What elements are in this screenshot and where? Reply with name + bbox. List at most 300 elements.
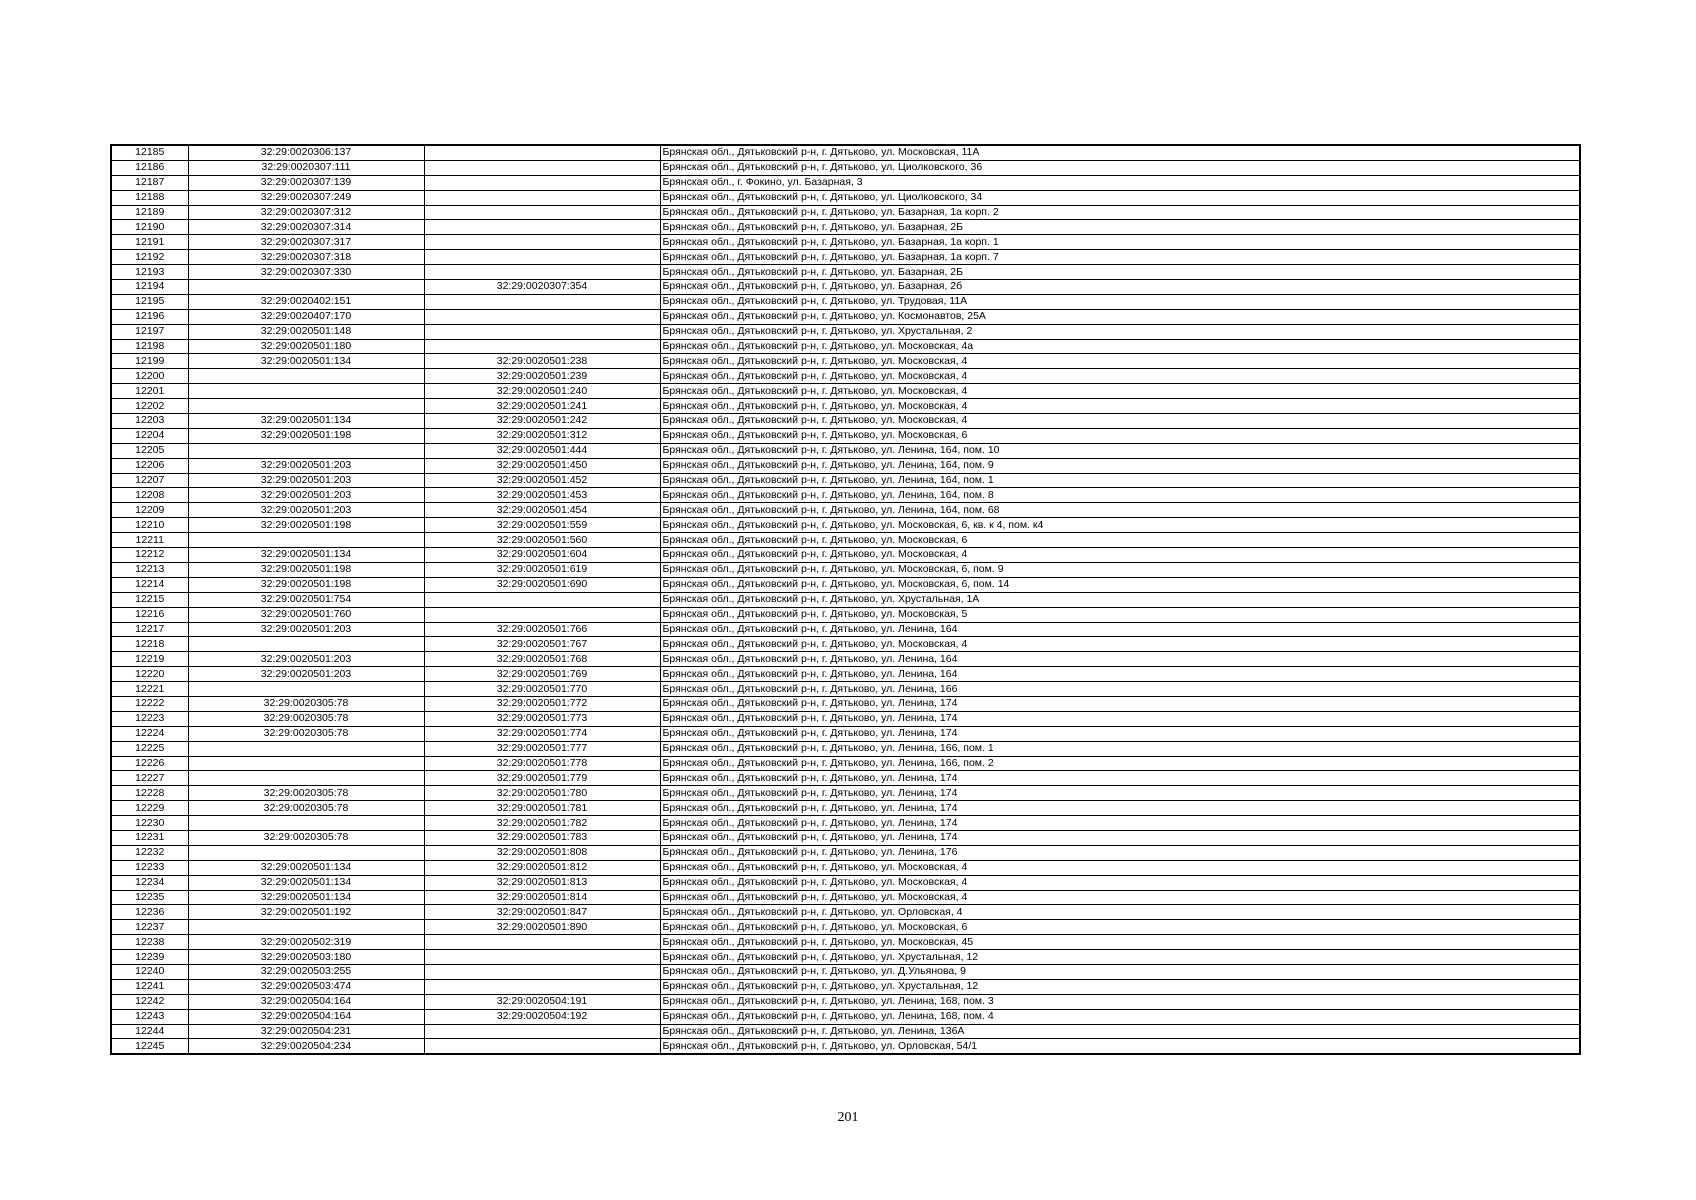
row-number-cell: 12190 bbox=[111, 220, 188, 235]
object-cadastral-number-cell bbox=[424, 1024, 660, 1039]
row-number-cell: 12224 bbox=[111, 726, 188, 741]
row-number-cell: 12204 bbox=[111, 428, 188, 443]
address-cell: Брянская обл., Дятьковский р-н, г. Дятьково, ул. Ленина, 166, пом. 2 bbox=[660, 756, 1580, 771]
address-cell: Брянская обл., Дятьковский р-н, г. Дятьково, ул. Московская, 4 bbox=[660, 384, 1580, 399]
object-cadastral-number-cell: 32:29:0020501:769 bbox=[424, 667, 660, 682]
object-cadastral-number-cell: 32:29:0020501:240 bbox=[424, 384, 660, 399]
table-row bbox=[111, 339, 1580, 354]
table-row bbox=[111, 801, 1580, 816]
address-cell: Брянская обл., Дятьковский р-н, г. Дятьково, ул. Базарная, 2Б bbox=[660, 265, 1580, 280]
table-row bbox=[111, 741, 1580, 756]
row-number-cell: 12192 bbox=[111, 250, 188, 265]
object-cadastral-number-cell: 32:29:0020501:604 bbox=[424, 548, 660, 563]
cadastral-number-cell: 32:29:0020307:312 bbox=[188, 205, 424, 220]
cadastral-number-cell: 32:29:0020407:170 bbox=[188, 309, 424, 324]
address-cell: Брянская обл., Дятьковский р-н, г. Дятьково, ул. Ленина, 136А bbox=[660, 1024, 1580, 1039]
address-cell: Брянская обл., Дятьковский р-н, г. Дятьково, ул. Ленина, 164, пом. 10 bbox=[660, 443, 1580, 458]
cadastral-number-cell bbox=[188, 920, 424, 935]
cadastral-number-cell bbox=[188, 816, 424, 831]
object-cadastral-number-cell bbox=[424, 607, 660, 622]
cadastral-number-cell: 32:29:0020503:255 bbox=[188, 964, 424, 979]
registry-table-body bbox=[111, 145, 1580, 1054]
object-cadastral-number-cell: 32:29:0020501:781 bbox=[424, 801, 660, 816]
cadastral-number-cell: 32:29:0020402:151 bbox=[188, 294, 424, 309]
address-cell: Брянская обл., Дятьковский р-н, г. Дятьково, ул. Московская, 11А bbox=[660, 145, 1580, 160]
object-cadastral-number-cell bbox=[424, 235, 660, 250]
cadastral-number-cell: 32:29:0020501:203 bbox=[188, 667, 424, 682]
row-number-cell: 12187 bbox=[111, 175, 188, 190]
cadastral-number-cell: 32:29:0020501:203 bbox=[188, 652, 424, 667]
cadastral-number-cell: 32:29:0020307:317 bbox=[188, 235, 424, 250]
address-cell: Брянская обл., Дятьковский р-н, г. Дятьково, ул. Циолковского, 34 bbox=[660, 190, 1580, 205]
object-cadastral-number-cell: 32:29:0020501:560 bbox=[424, 533, 660, 548]
cadastral-number-cell: 32:29:0020503:180 bbox=[188, 950, 424, 965]
address-cell: Брянская обл., Дятьковский р-н, г. Дятьково, ул. Ленина, 166 bbox=[660, 682, 1580, 697]
object-cadastral-number-cell bbox=[424, 190, 660, 205]
cadastral-number-cell: 32:29:0020307:314 bbox=[188, 220, 424, 235]
row-number-cell: 12185 bbox=[111, 145, 188, 160]
table-row bbox=[111, 667, 1580, 682]
cadastral-number-cell: 32:29:0020306:137 bbox=[188, 145, 424, 160]
cadastral-number-cell: 32:29:0020501:134 bbox=[188, 860, 424, 875]
row-number-cell: 12242 bbox=[111, 994, 188, 1009]
cadastral-number-cell: 32:29:0020501:203 bbox=[188, 622, 424, 637]
cadastral-number-cell: 32:29:0020307:139 bbox=[188, 175, 424, 190]
row-number-cell: 12189 bbox=[111, 205, 188, 220]
object-cadastral-number-cell bbox=[424, 205, 660, 220]
object-cadastral-number-cell: 32:29:0020501:241 bbox=[424, 399, 660, 414]
row-number-cell: 12198 bbox=[111, 339, 188, 354]
row-number-cell: 12236 bbox=[111, 905, 188, 920]
table-row bbox=[111, 577, 1580, 592]
cadastral-number-cell: 32:29:0020501:198 bbox=[188, 518, 424, 533]
object-cadastral-number-cell: 32:29:0020501:450 bbox=[424, 458, 660, 473]
table-row bbox=[111, 294, 1580, 309]
row-number-cell: 12205 bbox=[111, 443, 188, 458]
cadastral-number-cell bbox=[188, 771, 424, 786]
cadastral-number-cell: 32:29:0020305:78 bbox=[188, 726, 424, 741]
table-row bbox=[111, 205, 1580, 220]
cadastral-number-cell: 32:29:0020501:192 bbox=[188, 905, 424, 920]
object-cadastral-number-cell: 32:29:0020501:778 bbox=[424, 756, 660, 771]
row-number-cell: 12239 bbox=[111, 950, 188, 965]
table-row bbox=[111, 324, 1580, 339]
address-cell: Брянская обл., Дятьковский р-н, г. Дятьково, ул. Ленина, 174 bbox=[660, 816, 1580, 831]
row-number-cell: 12211 bbox=[111, 533, 188, 548]
address-cell: Брянская обл., Дятьковский р-н, г. Дятьково, ул. Московская, 4 bbox=[660, 354, 1580, 369]
address-cell: Брянская обл., Дятьковский р-н, г. Дятьково, ул. Ленина, 174 bbox=[660, 711, 1580, 726]
address-cell: Брянская обл., Дятьковский р-н, г. Дятьково, ул. Ленина, 164 bbox=[660, 652, 1580, 667]
row-number-cell: 12219 bbox=[111, 652, 188, 667]
table-row bbox=[111, 1009, 1580, 1024]
cadastral-number-cell: 32:29:0020501:198 bbox=[188, 577, 424, 592]
address-cell: Брянская обл., Дятьковский р-н, г. Дятьково, ул. Ленина, 174 bbox=[660, 786, 1580, 801]
table-row bbox=[111, 830, 1580, 845]
table-row bbox=[111, 994, 1580, 1009]
address-cell: Брянская обл., Дятьковский р-н, г. Дятьково, ул. Орловская, 4 bbox=[660, 905, 1580, 920]
row-number-cell: 12202 bbox=[111, 399, 188, 414]
table-row bbox=[111, 771, 1580, 786]
address-cell: Брянская обл., Дятьковский р-н, г. Дятьково, ул. Ленина, 164 bbox=[660, 622, 1580, 637]
row-number-cell: 12245 bbox=[111, 1039, 188, 1054]
address-cell: Брянская обл., Дятьковский р-н, г. Дятьково, ул. Космонавтов, 25А bbox=[660, 309, 1580, 324]
table-row bbox=[111, 950, 1580, 965]
table-row bbox=[111, 845, 1580, 860]
cadastral-number-cell: 32:29:0020504:231 bbox=[188, 1024, 424, 1039]
address-cell: Брянская обл., Дятьковский р-н, г. Дятьково, ул. Московская, 6 bbox=[660, 920, 1580, 935]
cadastral-number-cell bbox=[188, 533, 424, 548]
address-cell: Брянская обл., Дятьковский р-н, г. Дятьково, ул. Хрустальная, 12 bbox=[660, 950, 1580, 965]
row-number-cell: 12232 bbox=[111, 845, 188, 860]
table-row bbox=[111, 562, 1580, 577]
address-cell: Брянская обл., Дятьковский р-н, г. Дятьково, ул. Ленина, 176 bbox=[660, 845, 1580, 860]
address-cell: Брянская обл., Дятьковский р-н, г. Дятьково, ул. Московская, 4 bbox=[660, 399, 1580, 414]
address-cell: Брянская обл., Дятьковский р-н, г. Дятьково, ул. Московская, 6 bbox=[660, 533, 1580, 548]
table-row bbox=[111, 369, 1580, 384]
address-cell: Брянская обл., Дятьковский р-н, г. Дятьково, ул. Ленина, 174 bbox=[660, 771, 1580, 786]
row-number-cell: 12240 bbox=[111, 964, 188, 979]
object-cadastral-number-cell bbox=[424, 145, 660, 160]
row-number-cell: 12212 bbox=[111, 548, 188, 563]
address-cell: Брянская обл., Дятьковский р-н, г. Дятьково, ул. Ленина, 164, пом. 8 bbox=[660, 488, 1580, 503]
row-number-cell: 12221 bbox=[111, 682, 188, 697]
row-number-cell: 12191 bbox=[111, 235, 188, 250]
table-row bbox=[111, 280, 1580, 295]
address-cell: Брянская обл., Дятьковский р-н, г. Дятьково, ул. Московская, 6, пом. 9 bbox=[660, 562, 1580, 577]
table-row bbox=[111, 711, 1580, 726]
object-cadastral-number-cell: 32:29:0020501:779 bbox=[424, 771, 660, 786]
row-number-cell: 12213 bbox=[111, 562, 188, 577]
row-number-cell: 12243 bbox=[111, 1009, 188, 1024]
row-number-cell: 12207 bbox=[111, 473, 188, 488]
row-number-cell: 12225 bbox=[111, 741, 188, 756]
row-number-cell: 12218 bbox=[111, 637, 188, 652]
table-row bbox=[111, 399, 1580, 414]
table-row bbox=[111, 443, 1580, 458]
table-row bbox=[111, 458, 1580, 473]
table-row bbox=[111, 905, 1580, 920]
table-row bbox=[111, 622, 1580, 637]
cadastral-number-cell: 32:29:0020307:330 bbox=[188, 265, 424, 280]
table-row bbox=[111, 592, 1580, 607]
address-cell: Брянская обл., Дятьковский р-н, г. Дятьково, ул. Д.Ульянова, 9 bbox=[660, 964, 1580, 979]
registry-table bbox=[110, 144, 1581, 1055]
cadastral-number-cell bbox=[188, 384, 424, 399]
row-number-cell: 12194 bbox=[111, 280, 188, 295]
row-number-cell: 12235 bbox=[111, 890, 188, 905]
row-number-cell: 12199 bbox=[111, 354, 188, 369]
table-row bbox=[111, 354, 1580, 369]
cadastral-number-cell: 32:29:0020501:203 bbox=[188, 473, 424, 488]
table-row bbox=[111, 488, 1580, 503]
object-cadastral-number-cell: 32:29:0020501:777 bbox=[424, 741, 660, 756]
table-row bbox=[111, 607, 1580, 622]
table-row bbox=[111, 1039, 1580, 1054]
table-row bbox=[111, 533, 1580, 548]
object-cadastral-number-cell: 32:29:0020501:453 bbox=[424, 488, 660, 503]
table-row bbox=[111, 935, 1580, 950]
row-number-cell: 12208 bbox=[111, 488, 188, 503]
address-cell: Брянская обл., Дятьковский р-н, г. Дятьково, ул. Московская, 4 bbox=[660, 369, 1580, 384]
object-cadastral-number-cell: 32:29:0020501:242 bbox=[424, 414, 660, 429]
object-cadastral-number-cell bbox=[424, 979, 660, 994]
cadastral-number-cell bbox=[188, 741, 424, 756]
row-number-cell: 12223 bbox=[111, 711, 188, 726]
cadastral-number-cell: 32:29:0020501:203 bbox=[188, 458, 424, 473]
object-cadastral-number-cell: 32:29:0020501:239 bbox=[424, 369, 660, 384]
cadastral-number-cell: 32:29:0020504:234 bbox=[188, 1039, 424, 1054]
address-cell: Брянская обл., Дятьковский р-н, г. Дятьково, ул. Ленина, 164, пом. 68 bbox=[660, 503, 1580, 518]
address-cell: Брянская обл., Дятьковский р-н, г. Дятьково, ул. Ленина, 174 bbox=[660, 830, 1580, 845]
object-cadastral-number-cell: 32:29:0020501:814 bbox=[424, 890, 660, 905]
table-row bbox=[111, 175, 1580, 190]
address-cell: Брянская обл., г. Фокино, ул. Базарная, 3 bbox=[660, 175, 1580, 190]
address-cell: Брянская обл., Дятьковский р-н, г. Дятьково, ул. Московская, 4 bbox=[660, 637, 1580, 652]
table-row bbox=[111, 726, 1580, 741]
cadastral-number-cell: 32:29:0020501:203 bbox=[188, 503, 424, 518]
address-cell: Брянская обл., Дятьковский р-н, г. Дятьково, ул. Базарная, 2Б bbox=[660, 220, 1580, 235]
address-cell: Брянская обл., Дятьковский р-н, г. Дятьково, ул. Московская, 6, пом. 14 bbox=[660, 577, 1580, 592]
object-cadastral-number-cell bbox=[424, 592, 660, 607]
address-cell: Брянская обл., Дятьковский р-н, г. Дятьково, ул. Базарная, 2б bbox=[660, 280, 1580, 295]
object-cadastral-number-cell: 32:29:0020501:238 bbox=[424, 354, 660, 369]
address-cell: Брянская обл., Дятьковский р-н, г. Дятьково, ул. Циолковского, 36 bbox=[660, 160, 1580, 175]
row-number-cell: 12188 bbox=[111, 190, 188, 205]
page-number: 201 bbox=[837, 1110, 859, 1125]
row-number-cell: 12209 bbox=[111, 503, 188, 518]
address-cell: Брянская обл., Дятьковский р-н, г. Дятьково, ул. Московская, 4 bbox=[660, 548, 1580, 563]
object-cadastral-number-cell: 32:29:0020501:773 bbox=[424, 711, 660, 726]
object-cadastral-number-cell bbox=[424, 250, 660, 265]
row-number-cell: 12196 bbox=[111, 309, 188, 324]
object-cadastral-number-cell bbox=[424, 935, 660, 950]
row-number-cell: 12237 bbox=[111, 920, 188, 935]
object-cadastral-number-cell: 32:29:0020501:767 bbox=[424, 637, 660, 652]
address-cell: Брянская обл., Дятьковский р-н, г. Дятьково, ул. Ленина, 166, пом. 1 bbox=[660, 741, 1580, 756]
row-number-cell: 12226 bbox=[111, 756, 188, 771]
cadastral-number-cell: 32:29:0020501:754 bbox=[188, 592, 424, 607]
object-cadastral-number-cell: 32:29:0020501:772 bbox=[424, 696, 660, 711]
object-cadastral-number-cell bbox=[424, 950, 660, 965]
object-cadastral-number-cell: 32:29:0020504:191 bbox=[424, 994, 660, 1009]
object-cadastral-number-cell: 32:29:0020501:690 bbox=[424, 577, 660, 592]
row-number-cell: 12200 bbox=[111, 369, 188, 384]
object-cadastral-number-cell bbox=[424, 964, 660, 979]
object-cadastral-number-cell: 32:29:0020501:454 bbox=[424, 503, 660, 518]
table-row bbox=[111, 190, 1580, 205]
object-cadastral-number-cell: 32:29:0020501:444 bbox=[424, 443, 660, 458]
row-number-cell: 12244 bbox=[111, 1024, 188, 1039]
table-row bbox=[111, 428, 1580, 443]
object-cadastral-number-cell: 32:29:0020501:808 bbox=[424, 845, 660, 860]
cadastral-number-cell: 32:29:0020501:760 bbox=[188, 607, 424, 622]
address-cell: Брянская обл., Дятьковский р-н, г. Дятьково, ул. Московская, 4 bbox=[660, 890, 1580, 905]
row-number-cell: 12186 bbox=[111, 160, 188, 175]
table-row bbox=[111, 756, 1580, 771]
address-cell: Брянская обл., Дятьковский р-н, г. Дятьково, ул. Ленина, 164, пом. 1 bbox=[660, 473, 1580, 488]
address-cell: Брянская обл., Дятьковский р-н, г. Дятьково, ул. Московская, 45 bbox=[660, 935, 1580, 950]
object-cadastral-number-cell bbox=[424, 339, 660, 354]
table-row bbox=[111, 682, 1580, 697]
object-cadastral-number-cell: 32:29:0020501:766 bbox=[424, 622, 660, 637]
cadastral-number-cell: 32:29:0020305:78 bbox=[188, 696, 424, 711]
address-cell: Брянская обл., Дятьковский р-н, г. Дятьково, ул. Московская, 5 bbox=[660, 607, 1580, 622]
row-number-cell: 12195 bbox=[111, 294, 188, 309]
table-row bbox=[111, 518, 1580, 533]
table-row bbox=[111, 160, 1580, 175]
object-cadastral-number-cell: 32:29:0020501:780 bbox=[424, 786, 660, 801]
object-cadastral-number-cell bbox=[424, 324, 660, 339]
cadastral-number-cell: 32:29:0020501:180 bbox=[188, 339, 424, 354]
cadastral-number-cell: 32:29:0020501:198 bbox=[188, 428, 424, 443]
row-number-cell: 12229 bbox=[111, 801, 188, 816]
table-row bbox=[111, 250, 1580, 265]
table-row bbox=[111, 145, 1580, 160]
cadastral-number-cell: 32:29:0020307:318 bbox=[188, 250, 424, 265]
address-cell: Брянская обл., Дятьковский р-н, г. Дятьково, ул. Трудовая, 11А bbox=[660, 294, 1580, 309]
object-cadastral-number-cell: 32:29:0020501:813 bbox=[424, 875, 660, 890]
table-row bbox=[111, 816, 1580, 831]
object-cadastral-number-cell: 32:29:0020501:312 bbox=[424, 428, 660, 443]
address-cell: Брянская обл., Дятьковский р-н, г. Дятьково, ул. Московская, 4 bbox=[660, 414, 1580, 429]
table-row bbox=[111, 473, 1580, 488]
cadastral-number-cell bbox=[188, 682, 424, 697]
object-cadastral-number-cell: 32:29:0020501:812 bbox=[424, 860, 660, 875]
address-cell: Брянская обл., Дятьковский р-н, г. Дятьково, ул. Ленина, 164, пом. 9 bbox=[660, 458, 1580, 473]
row-number-cell: 12227 bbox=[111, 771, 188, 786]
address-cell: Брянская обл., Дятьковский р-н, г. Дятьково, ул. Ленина, 174 bbox=[660, 726, 1580, 741]
address-cell: Брянская обл., Дятьковский р-н, г. Дятьково, ул. Ленина, 168, пом. 3 bbox=[660, 994, 1580, 1009]
object-cadastral-number-cell: 32:29:0020501:768 bbox=[424, 652, 660, 667]
table-row bbox=[111, 637, 1580, 652]
address-cell: Брянская обл., Дятьковский р-н, г. Дятьково, ул. Хрустальная, 12 bbox=[660, 979, 1580, 994]
cadastral-number-cell: 32:29:0020501:134 bbox=[188, 354, 424, 369]
cadastral-number-cell bbox=[188, 756, 424, 771]
table-row bbox=[111, 503, 1580, 518]
object-cadastral-number-cell: 32:29:0020501:783 bbox=[424, 830, 660, 845]
object-cadastral-number-cell: 32:29:0020501:782 bbox=[424, 816, 660, 831]
object-cadastral-number-cell: 32:29:0020501:770 bbox=[424, 682, 660, 697]
address-cell: Брянская обл., Дятьковский р-н, г. Дятьково, ул. Московская, 6, кв. к 4, пом. к4 bbox=[660, 518, 1580, 533]
row-number-cell: 12230 bbox=[111, 816, 188, 831]
row-number-cell: 12210 bbox=[111, 518, 188, 533]
row-number-cell: 12231 bbox=[111, 830, 188, 845]
row-number-cell: 12233 bbox=[111, 860, 188, 875]
object-cadastral-number-cell: 32:29:0020501:774 bbox=[424, 726, 660, 741]
row-number-cell: 12217 bbox=[111, 622, 188, 637]
row-number-cell: 12215 bbox=[111, 592, 188, 607]
cadastral-number-cell: 32:29:0020305:78 bbox=[188, 786, 424, 801]
object-cadastral-number-cell bbox=[424, 265, 660, 280]
row-number-cell: 12228 bbox=[111, 786, 188, 801]
table-row bbox=[111, 1024, 1580, 1039]
table-row bbox=[111, 414, 1580, 429]
cadastral-number-cell: 32:29:0020501:198 bbox=[188, 562, 424, 577]
cadastral-number-cell: 32:29:0020501:134 bbox=[188, 890, 424, 905]
address-cell: Брянская обл., Дятьковский р-н, г. Дятьково, ул. Базарная, 1а корп. 7 bbox=[660, 250, 1580, 265]
cadastral-number-cell: 32:29:0020502:319 bbox=[188, 935, 424, 950]
cadastral-number-cell: 32:29:0020501:134 bbox=[188, 414, 424, 429]
table-row bbox=[111, 786, 1580, 801]
object-cadastral-number-cell bbox=[424, 309, 660, 324]
object-cadastral-number-cell: 32:29:0020501:890 bbox=[424, 920, 660, 935]
row-number-cell: 12234 bbox=[111, 875, 188, 890]
cadastral-number-cell: 32:29:0020504:164 bbox=[188, 994, 424, 1009]
table-row bbox=[111, 548, 1580, 563]
row-number-cell: 12193 bbox=[111, 265, 188, 280]
address-cell: Брянская обл., Дятьковский р-н, г. Дятьково, ул. Московская, 6 bbox=[660, 428, 1580, 443]
address-cell: Брянская обл., Дятьковский р-н, г. Дятьково, ул. Хрустальная, 1А bbox=[660, 592, 1580, 607]
row-number-cell: 12222 bbox=[111, 696, 188, 711]
cadastral-number-cell: 32:29:0020305:78 bbox=[188, 830, 424, 845]
cadastral-number-cell: 32:29:0020501:203 bbox=[188, 488, 424, 503]
address-cell: Брянская обл., Дятьковский р-н, г. Дятьково, ул. Хрустальная, 2 bbox=[660, 324, 1580, 339]
address-cell: Брянская обл., Дятьковский р-н, г. Дятьково, ул. Московская, 4 bbox=[660, 875, 1580, 890]
cadastral-number-cell bbox=[188, 280, 424, 295]
row-number-cell: 12206 bbox=[111, 458, 188, 473]
cadastral-number-cell bbox=[188, 845, 424, 860]
object-cadastral-number-cell: 32:29:0020501:619 bbox=[424, 562, 660, 577]
cadastral-number-cell: 32:29:0020501:134 bbox=[188, 875, 424, 890]
address-cell: Брянская обл., Дятьковский р-н, г. Дятьково, ул. Ленина, 168, пом. 4 bbox=[660, 1009, 1580, 1024]
row-number-cell: 12220 bbox=[111, 667, 188, 682]
cadastral-number-cell bbox=[188, 369, 424, 384]
cadastral-number-cell bbox=[188, 399, 424, 414]
object-cadastral-number-cell bbox=[424, 294, 660, 309]
table-row bbox=[111, 890, 1580, 905]
cadastral-number-cell: 32:29:0020503:474 bbox=[188, 979, 424, 994]
cadastral-number-cell: 32:29:0020501:148 bbox=[188, 324, 424, 339]
row-number-cell: 12203 bbox=[111, 414, 188, 429]
table-row bbox=[111, 920, 1580, 935]
table-row bbox=[111, 860, 1580, 875]
table-row bbox=[111, 875, 1580, 890]
table-row bbox=[111, 384, 1580, 399]
object-cadastral-number-cell: 32:29:0020307:354 bbox=[424, 280, 660, 295]
object-cadastral-number-cell: 32:29:0020501:452 bbox=[424, 473, 660, 488]
table-row bbox=[111, 309, 1580, 324]
cadastral-number-cell: 32:29:0020501:134 bbox=[188, 548, 424, 563]
object-cadastral-number-cell bbox=[424, 160, 660, 175]
object-cadastral-number-cell: 32:29:0020501:847 bbox=[424, 905, 660, 920]
table-row bbox=[111, 696, 1580, 711]
address-cell: Брянская обл., Дятьковский р-н, г. Дятьково, ул. Базарная, 1а корп. 2 bbox=[660, 205, 1580, 220]
object-cadastral-number-cell bbox=[424, 1039, 660, 1054]
table-row bbox=[111, 979, 1580, 994]
row-number-cell: 12197 bbox=[111, 324, 188, 339]
object-cadastral-number-cell bbox=[424, 220, 660, 235]
address-cell: Брянская обл., Дятьковский р-н, г. Дятьково, ул. Ленина, 174 bbox=[660, 696, 1580, 711]
table-row bbox=[111, 220, 1580, 235]
row-number-cell: 12238 bbox=[111, 935, 188, 950]
cadastral-number-cell: 32:29:0020307:249 bbox=[188, 190, 424, 205]
cadastral-number-cell bbox=[188, 637, 424, 652]
cadastral-number-cell: 32:29:0020307:111 bbox=[188, 160, 424, 175]
cadastral-number-cell bbox=[188, 443, 424, 458]
table-row bbox=[111, 652, 1580, 667]
address-cell: Брянская обл., Дятьковский р-н, г. Дятьково, ул. Орловская, 54/1 bbox=[660, 1039, 1580, 1054]
object-cadastral-number-cell: 32:29:0020501:559 bbox=[424, 518, 660, 533]
address-cell: Брянская обл., Дятьковский р-н, г. Дятьково, ул. Московская, 4 bbox=[660, 860, 1580, 875]
row-number-cell: 12216 bbox=[111, 607, 188, 622]
object-cadastral-number-cell bbox=[424, 175, 660, 190]
table-row bbox=[111, 964, 1580, 979]
cadastral-number-cell: 32:29:0020305:78 bbox=[188, 711, 424, 726]
row-number-cell: 12241 bbox=[111, 979, 188, 994]
cadastral-number-cell: 32:29:0020305:78 bbox=[188, 801, 424, 816]
table-row bbox=[111, 265, 1580, 280]
table-row bbox=[111, 235, 1580, 250]
